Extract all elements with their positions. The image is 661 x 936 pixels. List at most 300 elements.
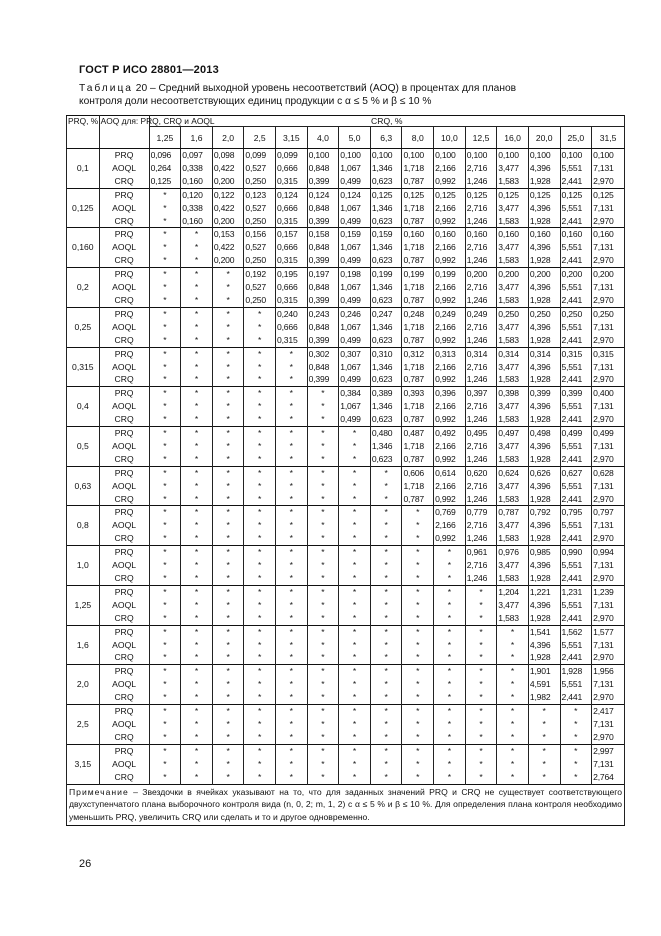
table-cell: 2,441 (560, 691, 592, 704)
table-cell: * (339, 731, 371, 744)
table-cell: * (244, 718, 276, 731)
table-cell: 0,492 (434, 427, 466, 440)
table-cell: 4,396 (528, 361, 560, 374)
table-cell: 0,992 (434, 175, 466, 188)
table-cell: * (181, 480, 213, 493)
table-cell: 7,131 (592, 202, 625, 215)
table-cell: * (307, 651, 339, 664)
table-row (67, 585, 625, 598)
table-cell: 7,131 (592, 519, 625, 532)
table-cell: * (212, 651, 244, 664)
table-cell: * (244, 321, 276, 334)
table-cell: * (339, 612, 371, 625)
table-cell: * (339, 678, 371, 691)
table-cell: * (149, 744, 181, 757)
table-cell: * (212, 427, 244, 440)
table-cell: 0,499 (339, 334, 371, 347)
table-note-row (67, 784, 625, 826)
crq-value-header: 5,0 (339, 127, 371, 149)
table-cell: 0,240 (276, 307, 308, 320)
table-cell: * (370, 506, 402, 519)
table-cell: 5,551 (560, 281, 592, 294)
table-cell: 1,583 (497, 572, 529, 585)
table-cell: 0,787 (402, 493, 434, 506)
table-cell: 0,125 (402, 188, 434, 201)
table-cell: 0,527 (244, 162, 276, 175)
metric-label: CRQ (99, 731, 149, 744)
table-cell: 0,315 (276, 334, 308, 347)
table-row (67, 771, 625, 784)
table-cell: 4,396 (528, 321, 560, 334)
table-cell: 4,396 (528, 162, 560, 175)
table-cell: * (465, 678, 497, 691)
table-cell: * (244, 493, 276, 506)
metric-label: CRQ (99, 493, 149, 506)
table-cell: * (181, 705, 213, 718)
table-cell: * (497, 665, 529, 678)
table-cell: * (276, 493, 308, 506)
table-row (67, 149, 625, 162)
table-cell: * (212, 599, 244, 612)
table-cell: 1,067 (339, 162, 371, 175)
table-cell: * (181, 691, 213, 704)
metric-label: CRQ (99, 175, 149, 188)
table-cell: 2,970 (592, 453, 625, 466)
table-cell: 1,583 (497, 413, 529, 426)
crq-value-header: 25,0 (560, 127, 592, 149)
table-row (67, 691, 625, 704)
table-cell: * (181, 731, 213, 744)
table-cell: * (181, 281, 213, 294)
table-cell: 0,499 (339, 413, 371, 426)
table-cell: * (149, 532, 181, 545)
table-cell: 0,389 (370, 387, 402, 400)
table-row (67, 678, 625, 691)
table-cell: 0,626 (528, 466, 560, 479)
table-row (67, 480, 625, 493)
table-cell: * (276, 771, 308, 784)
table-cell: 0,992 (434, 532, 466, 545)
table-cell: 1,928 (528, 413, 560, 426)
table-cell: 2,166 (434, 321, 466, 334)
table-cell: * (339, 625, 371, 638)
table-row (67, 334, 625, 347)
caption-prefix: Таблица (79, 83, 133, 94)
table-cell: 0,125 (465, 188, 497, 201)
table-cell: 1,928 (528, 294, 560, 307)
table-cell: * (370, 665, 402, 678)
table-cell: * (465, 625, 497, 638)
table-cell: * (370, 718, 402, 731)
table-cell: * (402, 665, 434, 678)
table-cell: 3,477 (497, 241, 529, 254)
table-cell: * (528, 771, 560, 784)
table-cell: 0,160 (592, 228, 625, 241)
table-cell: 0,124 (307, 188, 339, 201)
table-cell: * (149, 546, 181, 559)
table-cell: * (276, 453, 308, 466)
metric-label: CRQ (99, 771, 149, 784)
table-cell: * (212, 718, 244, 731)
table-cell: 0,499 (339, 215, 371, 228)
table-cell: 1,583 (497, 493, 529, 506)
table-cell: 1,346 (370, 202, 402, 215)
table-cell: 2,970 (592, 175, 625, 188)
table-cell: * (339, 705, 371, 718)
metric-label: CRQ (99, 413, 149, 426)
table-cell: * (339, 639, 371, 652)
prq-level: 1,6 (67, 625, 100, 665)
table-cell: * (339, 758, 371, 771)
metric-label: CRQ (99, 373, 149, 386)
table-cell: * (370, 480, 402, 493)
prq-level: 1,0 (67, 546, 100, 586)
table-cell: * (244, 532, 276, 545)
table-cell: 0,100 (307, 149, 339, 162)
metric-label: CRQ (99, 612, 149, 625)
table-cell: 0,623 (370, 215, 402, 228)
table-row (67, 625, 625, 638)
metric-label: AOQL (99, 678, 149, 691)
table-cell: * (149, 758, 181, 771)
table-cell: 0,992 (434, 413, 466, 426)
table-cell: * (276, 639, 308, 652)
table-cell: * (181, 493, 213, 506)
table-cell: 0,393 (402, 387, 434, 400)
table-cell: 0,248 (402, 307, 434, 320)
prq-level: 0,160 (67, 228, 100, 268)
table-cell: 0,200 (465, 268, 497, 281)
table-cell: 0,250 (560, 307, 592, 320)
table-cell: 2,441 (560, 493, 592, 506)
crq-value-header: 20,0 (528, 127, 560, 149)
table-cell: 0,250 (244, 215, 276, 228)
table-cell: * (434, 639, 466, 652)
table-cell: 7,131 (592, 639, 625, 652)
table-cell: * (307, 506, 339, 519)
table-cell: * (370, 771, 402, 784)
table-cell: 0,992 (434, 215, 466, 228)
table-cell: * (370, 532, 402, 545)
table-cell: 3,477 (497, 281, 529, 294)
table-cell: * (212, 546, 244, 559)
table-cell: * (339, 493, 371, 506)
table-cell: 0,787 (402, 175, 434, 188)
table-cell: * (149, 506, 181, 519)
table-cell: * (434, 691, 466, 704)
table-cell: 2,970 (592, 731, 625, 744)
table-cell: * (149, 427, 181, 440)
table-cell: 1,583 (497, 453, 529, 466)
table-cell: 1,246 (465, 294, 497, 307)
table-cell: * (434, 678, 466, 691)
table-cell: * (244, 347, 276, 360)
table-cell: * (465, 691, 497, 704)
table-cell: 0,985 (528, 546, 560, 559)
table-cell: * (244, 625, 276, 638)
table-cell: * (244, 466, 276, 479)
crq-value-header: 2,5 (244, 127, 276, 149)
table-cell: * (528, 758, 560, 771)
table-cell: 4,396 (528, 400, 560, 413)
table-cell: 0,160 (560, 228, 592, 241)
table-cell: 0,099 (244, 149, 276, 162)
table-cell: 0,097 (181, 149, 213, 162)
table-cell: 1,718 (402, 202, 434, 215)
table-cell: 1,718 (402, 440, 434, 453)
table-cell: 0,848 (307, 202, 339, 215)
table-cell: 1,346 (370, 321, 402, 334)
table-cell: 7,131 (592, 559, 625, 572)
table-cell: * (276, 758, 308, 771)
table-cell: * (212, 453, 244, 466)
table-cell: * (307, 744, 339, 757)
table-cell: 0,158 (307, 228, 339, 241)
table-row (67, 705, 625, 718)
table-row (67, 413, 625, 426)
table-cell: * (212, 625, 244, 638)
table-cell: * (370, 612, 402, 625)
table-row (67, 202, 625, 215)
table-cell: 0,312 (402, 347, 434, 360)
metric-label: AOQL (99, 400, 149, 413)
table-cell: 0,313 (434, 347, 466, 360)
table-row (67, 612, 625, 625)
table-cell: * (276, 361, 308, 374)
table-cell: 1,221 (528, 585, 560, 598)
table-cell: * (370, 758, 402, 771)
metric-label: PRQ (99, 705, 149, 718)
table-cell: * (402, 678, 434, 691)
table-cell: 2,441 (560, 453, 592, 466)
table-cell: 0,120 (181, 188, 213, 201)
table-cell: * (370, 466, 402, 479)
table-cell: 1,982 (528, 691, 560, 704)
table-cell: 0,243 (307, 307, 339, 320)
table-cell: 5,551 (560, 599, 592, 612)
table-cell: * (244, 599, 276, 612)
prq-level: 0,4 (67, 387, 100, 427)
table-cell: * (244, 480, 276, 493)
table-cell: 1,928 (528, 493, 560, 506)
table-cell: * (244, 334, 276, 347)
table-cell: * (497, 758, 529, 771)
table-cell: * (307, 718, 339, 731)
table-cell: 0,623 (370, 334, 402, 347)
table-cell: 0,848 (307, 241, 339, 254)
table-cell: * (307, 705, 339, 718)
table-cell: * (149, 453, 181, 466)
table-cell: 1,231 (560, 585, 592, 598)
table-cell: 0,250 (497, 307, 529, 320)
table-cell: 1,718 (402, 281, 434, 294)
table-cell: * (212, 744, 244, 757)
table-row (67, 162, 625, 175)
table-cell: 0,623 (370, 254, 402, 267)
table-cell: * (339, 546, 371, 559)
table-cell: * (497, 678, 529, 691)
table-row (67, 639, 625, 652)
table-cell: 1,346 (370, 400, 402, 413)
table-row (67, 254, 625, 267)
table-cell: 1,246 (465, 215, 497, 228)
table-cell: * (212, 466, 244, 479)
table-cell: * (181, 585, 213, 598)
table-cell: 0,160 (402, 228, 434, 241)
table-cell: * (339, 718, 371, 731)
table-cell: * (244, 651, 276, 664)
caption-line-2: контроля доли несоответствующих единиц продукции с α ≤ 5 % и β ≤ 10 % (79, 95, 432, 107)
table-cell: * (276, 744, 308, 757)
metric-label: AOQL (99, 440, 149, 453)
table-cell: * (434, 572, 466, 585)
table-cell: 0,666 (276, 321, 308, 334)
table-cell: 0,787 (497, 506, 529, 519)
table-cell: 0,499 (339, 373, 371, 386)
table-cell: * (244, 373, 276, 386)
table-cell: 0,096 (149, 149, 181, 162)
table-cell: 0,315 (276, 215, 308, 228)
crq-value-header: 1,6 (181, 127, 213, 149)
metric-label: PRQ (99, 625, 149, 638)
table-cell: 0,125 (149, 175, 181, 188)
table-cell: * (339, 427, 371, 440)
table-cell: 0,606 (402, 466, 434, 479)
table-cell: * (307, 612, 339, 625)
table-cell: * (370, 519, 402, 532)
table-cell: 0,623 (370, 175, 402, 188)
table-cell: 1,928 (528, 453, 560, 466)
table-cell: 3,477 (497, 559, 529, 572)
table-cell: 0,100 (339, 149, 371, 162)
table-cell: 0,992 (434, 254, 466, 267)
table-cell: 1,718 (402, 480, 434, 493)
table-cell: 0,495 (465, 427, 497, 440)
table-cell: * (212, 532, 244, 545)
table-cell: 2,970 (592, 254, 625, 267)
table-cell: * (181, 718, 213, 731)
table-cell: * (370, 744, 402, 757)
table-cell: 0,125 (370, 188, 402, 201)
table-cell: * (244, 413, 276, 426)
crq-value-header: 6,3 (370, 127, 402, 149)
table-cell: * (212, 612, 244, 625)
table-cell: 0,314 (528, 347, 560, 360)
table-cell: 0,787 (402, 373, 434, 386)
table-cell: * (497, 731, 529, 744)
table-cell: 2,166 (434, 400, 466, 413)
table-cell: 7,131 (592, 440, 625, 453)
table-cell: 0,787 (402, 334, 434, 347)
crq-header: CRQ, % (149, 116, 624, 127)
table-cell: 0,246 (339, 307, 371, 320)
table-cell: * (181, 440, 213, 453)
table-row (67, 665, 625, 678)
table-cell: 1,583 (497, 334, 529, 347)
table-cell: * (307, 519, 339, 532)
table-cell: * (181, 639, 213, 652)
standard-header: ГОСТ Р ИСО 28801—2013 (79, 64, 219, 76)
table-cell: * (181, 546, 213, 559)
table-cell: * (181, 334, 213, 347)
table-cell: * (244, 361, 276, 374)
table-cell: * (276, 705, 308, 718)
table-cell: * (276, 585, 308, 598)
table-cell: 0,399 (307, 175, 339, 188)
table-cell: 1,346 (370, 361, 402, 374)
table-cell: * (434, 758, 466, 771)
table-row (67, 572, 625, 585)
table-cell: * (339, 506, 371, 519)
table-cell: 0,247 (370, 307, 402, 320)
table-cell: * (339, 532, 371, 545)
table-cell: * (307, 678, 339, 691)
crq-value-header: 4,0 (307, 127, 339, 149)
table-cell: * (370, 691, 402, 704)
table-cell: * (465, 718, 497, 731)
table-cell: * (212, 585, 244, 598)
table-cell: 3,477 (497, 440, 529, 453)
table-cell: * (528, 718, 560, 731)
table-cell: * (434, 651, 466, 664)
table-cell: * (276, 347, 308, 360)
table-cell: 2,716 (465, 559, 497, 572)
table-cell: 0,200 (560, 268, 592, 281)
table-cell: * (307, 625, 339, 638)
table-cell: 5,551 (560, 202, 592, 215)
table-cell: * (402, 572, 434, 585)
table-cell: 3,477 (497, 599, 529, 612)
table-cell: 0,848 (307, 162, 339, 175)
table-cell: * (149, 281, 181, 294)
metric-label: AOQL (99, 480, 149, 493)
table-cell: 1,928 (560, 665, 592, 678)
table-cell: 5,551 (560, 400, 592, 413)
table-cell: * (181, 612, 213, 625)
table-cell: * (181, 361, 213, 374)
table-cell: 1,718 (402, 400, 434, 413)
metric-label: CRQ (99, 294, 149, 307)
table-cell: * (181, 413, 213, 426)
table-cell: * (244, 559, 276, 572)
table-cell: 1,577 (592, 625, 625, 638)
table-cell: * (497, 639, 529, 652)
table-cell: * (307, 427, 339, 440)
table-cell: * (149, 493, 181, 506)
table-cell: 0,125 (592, 188, 625, 201)
table-cell: 0,199 (370, 268, 402, 281)
table-cell: * (497, 691, 529, 704)
table-cell: 0,199 (402, 268, 434, 281)
table-cell: 5,551 (560, 480, 592, 493)
table-cell: * (307, 546, 339, 559)
table-cell: 2,441 (560, 373, 592, 386)
table-cell: * (402, 718, 434, 731)
table-cell: * (149, 440, 181, 453)
table-cell: * (307, 771, 339, 784)
table-row (67, 440, 625, 453)
table-cell: * (244, 506, 276, 519)
table-cell: * (339, 480, 371, 493)
prq-level: 0,315 (67, 347, 100, 387)
table-cell: 1,928 (528, 373, 560, 386)
table-cell: 0,961 (465, 546, 497, 559)
table-cell: * (244, 585, 276, 598)
table-cell: * (560, 744, 592, 757)
table-cell: * (307, 758, 339, 771)
table-cell: * (307, 493, 339, 506)
metric-label: CRQ (99, 254, 149, 267)
